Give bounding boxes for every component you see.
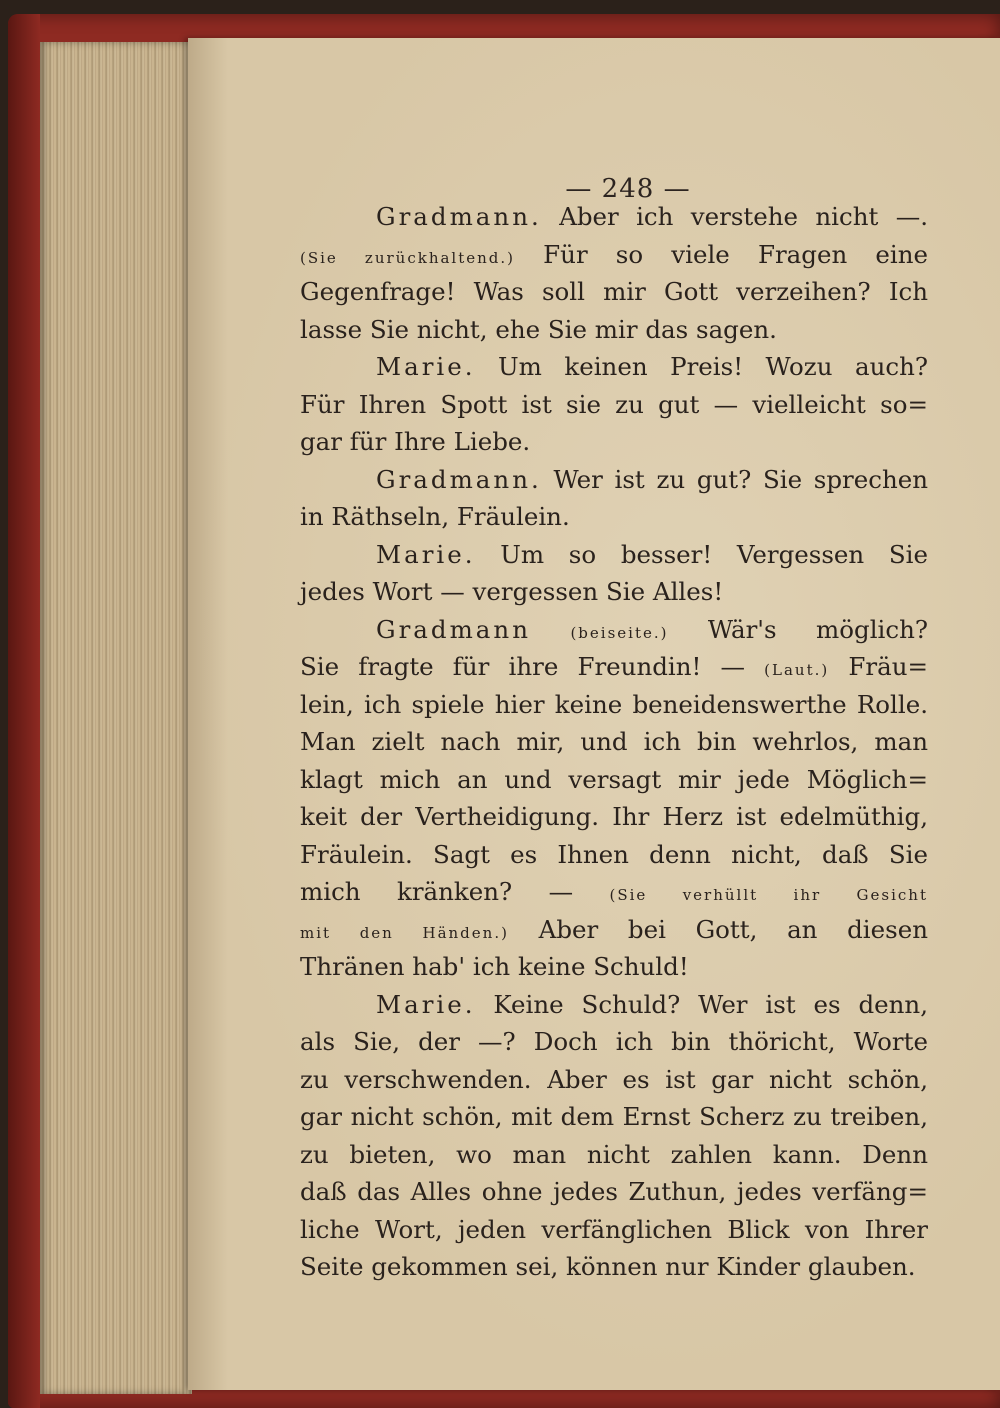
text-run: Wer ist zu gut? Sie sprechen [541, 464, 928, 494]
text-run: jedes Wort — vergessen Sie Alles! [300, 577, 724, 606]
text-run: lasse Sie nicht, ehe Sie mir das sagen. [300, 314, 777, 344]
text-line [300, 423, 928, 461]
text-line [300, 723, 928, 761]
text-line [300, 1136, 928, 1174]
text-run: gar für Ihre Liebe. [300, 427, 531, 456]
text-run: Fräulein. Sagt es Ihnen denn nicht, daß Sie [300, 839, 928, 869]
text-run: Gegenfrage! Was soll mir Gott verzeihen? Ich [300, 277, 928, 306]
speaker-name: Gradmann. [376, 464, 542, 494]
text-run: keit der Vertheidigung. Ihr Herz ist edelmüthig, [300, 802, 928, 831]
text-line [300, 386, 928, 424]
text-line [300, 1173, 928, 1211]
text-run: Wär's möglich? [668, 614, 928, 644]
text-line [300, 311, 928, 349]
text-run: zu bieten, wo man nicht zahlen kann. Denn [300, 1139, 928, 1169]
text-run: Für so viele Fragen eine [515, 239, 928, 269]
text-line [300, 1211, 928, 1249]
text-line [300, 1248, 928, 1286]
text-run: zu verschwenden. Aber es ist gar nicht schön, [300, 1064, 928, 1094]
text-line [300, 611, 928, 649]
text-line [300, 461, 928, 499]
text-run: in Räthseln, Fräulein. [300, 502, 570, 531]
page-number: — 248 — [565, 174, 691, 204]
stage-direction: (Sie zurückhaltend.) [300, 248, 516, 267]
text-line [300, 911, 928, 949]
text-line [300, 498, 928, 536]
text-line [300, 1023, 928, 1061]
text-run: gar nicht schön, mit dem Ernst Scherz zu treiben, [300, 1102, 928, 1131]
text-line [300, 686, 928, 724]
text-line [300, 836, 928, 874]
text-run: Sie fragte für ihre Freundin! — [300, 652, 765, 681]
page-stack-edges [40, 42, 192, 1394]
page-text [300, 198, 928, 1286]
speaker-name: Marie. [376, 352, 476, 381]
stage-direction: mit den Händen.) [300, 923, 509, 942]
text-line [300, 986, 928, 1024]
text-run: Für Ihren Spott ist sie zu gut — vielleicht so= [300, 389, 928, 419]
text-line [300, 348, 928, 386]
text-run: als Sie, der —? Doch ich bin thöricht, Worte [300, 1027, 928, 1056]
text-run: lein, ich spiele hier keine beneidenswerthe Rolle. [300, 689, 928, 719]
text-run: Seite gekommen sei, können nur Kinder glauben. [300, 1252, 916, 1281]
speaker-name: Marie. [376, 989, 476, 1019]
text-run: mich kränken? — [300, 877, 610, 906]
text-run: liche Wort, jeden verfänglichen Blick von Ihrer [300, 1214, 928, 1244]
text-line [300, 536, 928, 574]
text-line [300, 1098, 928, 1136]
text-run: Aber ich verstehe nicht —. [541, 202, 928, 231]
text-run: Man zielt nach mir, und ich bin wehrlos, man [300, 727, 928, 756]
stage-direction: (Sie verhüllt ihr Gesicht [609, 886, 928, 904]
text-line [300, 873, 928, 911]
text-run: Aber bei Gott, an diesen [508, 914, 928, 944]
text-line [300, 948, 928, 986]
text-line [300, 198, 928, 236]
text-line [300, 798, 928, 836]
text-line [300, 648, 928, 686]
speaker-name: Marie. [376, 539, 476, 569]
text-run: klagt mich an und versagt mir jede Möglich= [300, 764, 928, 794]
text-run: Thränen hab' ich keine Schuld! [300, 952, 689, 981]
text-run: daß das Alles ohne jedes Zuthun, jedes verfäng= [300, 1177, 928, 1206]
text-line [300, 236, 928, 274]
text-run: Um so besser! Vergessen Sie [475, 539, 928, 569]
text-line [300, 761, 928, 799]
stage-direction: (Laut.) [764, 661, 830, 679]
text-run: Keine Schuld? Wer ist es denn, [475, 989, 928, 1019]
text-run [531, 615, 570, 644]
text-run: Um keinen Preis! Wozu auch? [475, 352, 928, 381]
text-line [300, 1061, 928, 1099]
cover-edge [8, 14, 40, 1408]
speaker-name: Gradmann [376, 614, 531, 644]
stage-direction: (beiseite.) [570, 623, 669, 642]
text-run: Fräu= [829, 652, 928, 681]
speaker-name: Gradmann. [376, 202, 542, 231]
text-line [300, 273, 928, 311]
text-line [300, 573, 928, 611]
